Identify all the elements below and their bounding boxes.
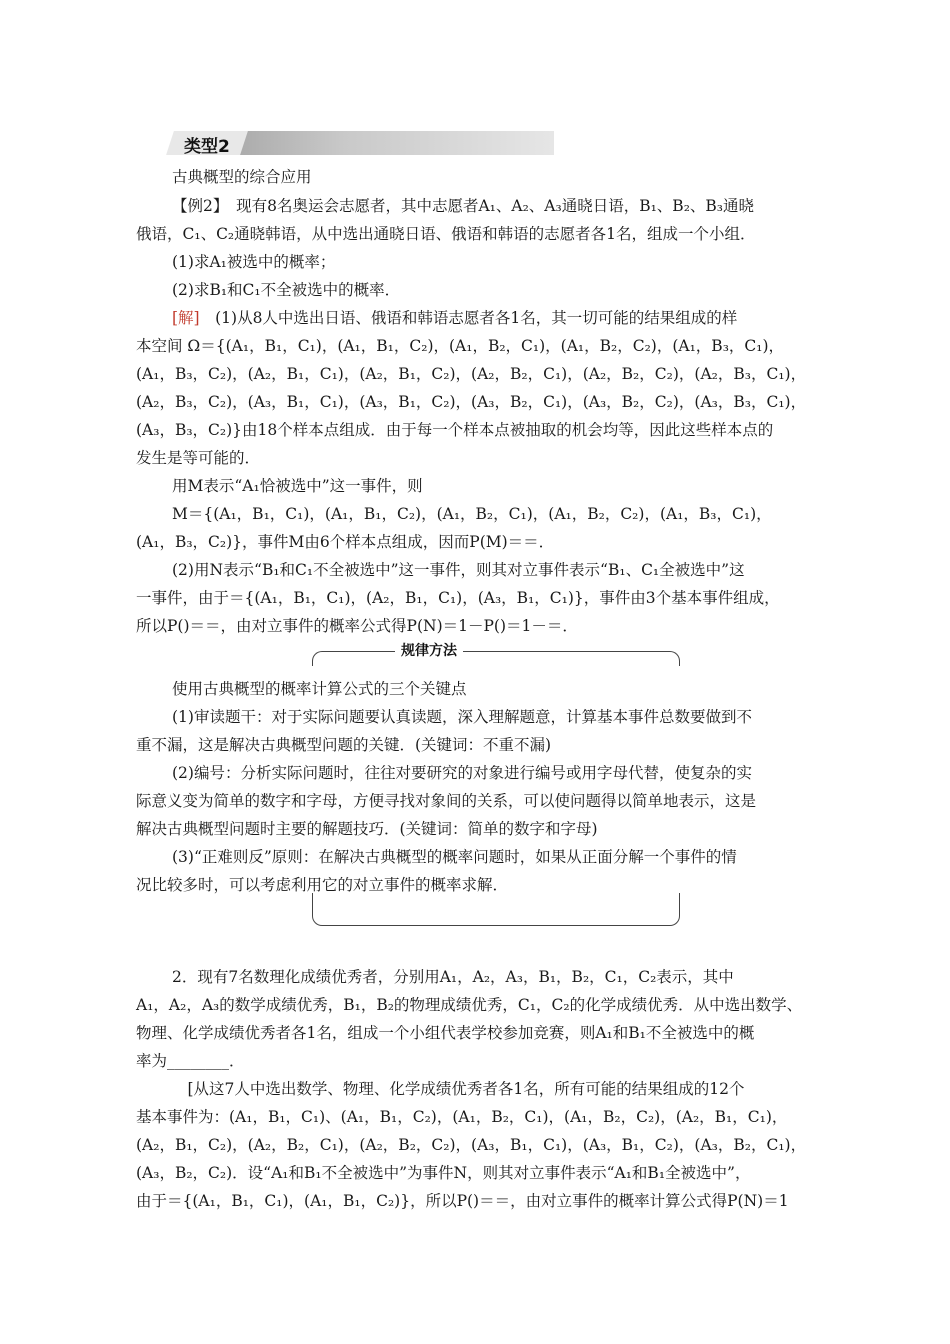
example-question-2: (2)求B₁和C₁不全被选中的概率． [172,281,401,299]
exercise-answer-line: (A₃，B₂，C₂)．设“A₁和B₁不全被选中”为事件N，则其对立事件表示“A₁和B₁全被选中”， [136,1164,751,1182]
example-line: 【例2】 现有8名奥运会志愿者，其中志愿者A₁、A₂、A₃通晓日语，B₁、B₂、B₃通晓 [172,197,755,215]
method-box-bottom-border [312,893,680,926]
example-question-1: (1)求A₁被选中的概率； [172,253,336,271]
solution-line: 用M表示“A₁恰被选中”这一事件，则 [172,477,423,495]
method-box-top-border [312,651,680,666]
solution-line: (A₃，B₃，C₂)}由18个样本点组成．由于每一个样本点被抽取的机会均等，因此这些样本点的 [136,421,774,439]
method-line: 况比较多时，可以考虑利用它的对立事件的概率求解． [136,876,509,894]
exercise-answer-line: 由于＝{(A₁，B₁，C₁)，(A₁，B₁，C₂)}，所以P()＝＝，由对立事件的概率计算公式得P(N)＝1 [136,1192,789,1210]
exercise-line: A₁，A₂，A₃的数学成绩优秀，B₁，B₂的物理成绩优秀，C₁，C₂的化学成绩优秀．从中选出数学、 [136,996,803,1014]
method-line: (1)审读题干：对于实际问题要认真读题，深入理解题意，计算基本事件总数要做到不 [172,708,752,726]
solution-line: 发生是等可能的． [136,449,261,467]
solution-line: 本空间 Ω＝{(A₁，B₁，C₁)，(A₁，B₁，C₂)，(A₁，B₂，C₁)，(A₁，B₂，C₂)，(A₁，B₃，C₁)， [136,337,785,355]
exercise-answer-line: [从这7人中选出数学、物理、化学成绩优秀者各1名，所有可能的结果组成的12个 [172,1080,745,1098]
solution-line: 一事件，由于＝{(A₁，B₁，C₁)，(A₂，B₁，C₁)，(A₃，B₁，C₁)}，事件由3个基本事件组成， [136,589,780,607]
solution-first-line [172,308,816,328]
exercise-line: 率为________． [136,1052,245,1070]
method-line: 重不漏，这是解决古典概型问题的关键．(关键词：不重不漏) [136,736,552,754]
section-title: 古典概型的综合应用 [172,168,312,186]
solution-line: (A₁，B₃，C₂)，(A₂，B₁，C₁)，(A₂，B₁，C₂)，(A₂，B₂，C₁)，(A₂，B₂，C₂)，(A₂，B₃，C₁)， [136,365,807,383]
method-line: 际意义变为简单的数字和字母，方便寻找对象间的关系，可以使问题得以简单地表示，这是 [136,792,757,810]
solution-line: (A₂，B₃，C₂)，(A₃，B₁，C₁)，(A₃，B₁，C₂)，(A₃，B₂，C₁)，(A₃，B₂，C₂)，(A₃，B₃，C₁)， [136,393,807,411]
solution-first-line-text: (1)从8人中选出日语、俄语和韩语志愿者各1名，其一切可能的结果组成的样 [199,309,738,327]
solution-line: 所以P()＝＝，由对立事件的概率公式得P(N)＝1－P()＝1－＝． [136,617,578,635]
example-line: 俄语，C₁、C₂通晓韩语，从中选出通晓日语、俄语和韩语的志愿者各1名，组成一个小组． [136,225,756,243]
solution-line: (A₁，B₃，C₂)}，事件M由6个样本点组成，因而P(M)＝＝． [136,533,555,551]
solution-line: (2)用N表示“B₁和C₁不全被选中”这一事件，则其对立事件表示“B₁、C₁全被选中”这 [172,561,745,579]
exercise-line: 2．现有7名数理化成绩优秀者，分别用A₁，A₂，A₃，B₁，B₂，C₁，C₂表示，其中 [172,968,734,986]
method-line: (3)“正难则反”原则：在解决古典概型的概率问题时，如果从正面分解一个事件的情 [172,848,737,866]
type-banner [174,131,554,155]
method-line: (2)编号：分析实际问题时，往往对要研究的对象进行编号或用字母代替，使复杂的实 [172,764,752,782]
method-line: 使用古典概型的概率计算公式的三个关键点 [172,680,467,698]
exercise-line: 物理、化学成绩优秀者各1名，组成一个小组代表学校参加竞赛，则A₁和B₁不全被选中的概 [136,1024,755,1042]
method-box-title: 规律方法 [395,640,463,660]
exercise-answer-line: 基本事件为：(A₁，B₁，C₁)、(A₁，B₁，C₂)，(A₁，B₂，C₁)，(A₁，B₂，C₂)，(A₂，B₁，C₁)， [136,1108,788,1126]
method-line: 解决古典概型问题时主要的解题技巧．(关键词：简单的数字和字母) [136,820,598,838]
solution-line: M＝{(A₁，B₁，C₁)，(A₁，B₁，C₂)，(A₁，B₂，C₁)，(A₁，B₂，C₂)，(A₁，B₃，C₁)， [172,505,772,523]
exercise-answer-line: (A₂，B₁，C₂)，(A₂，B₂，C₁)，(A₂，B₂，C₂)，(A₃，B₁，C₁)，(A₃，B₁，C₂)，(A₃，B₂，C₁)， [136,1136,807,1154]
solution-tag: [解] [172,309,200,327]
type-label: 类型2 [184,137,230,157]
